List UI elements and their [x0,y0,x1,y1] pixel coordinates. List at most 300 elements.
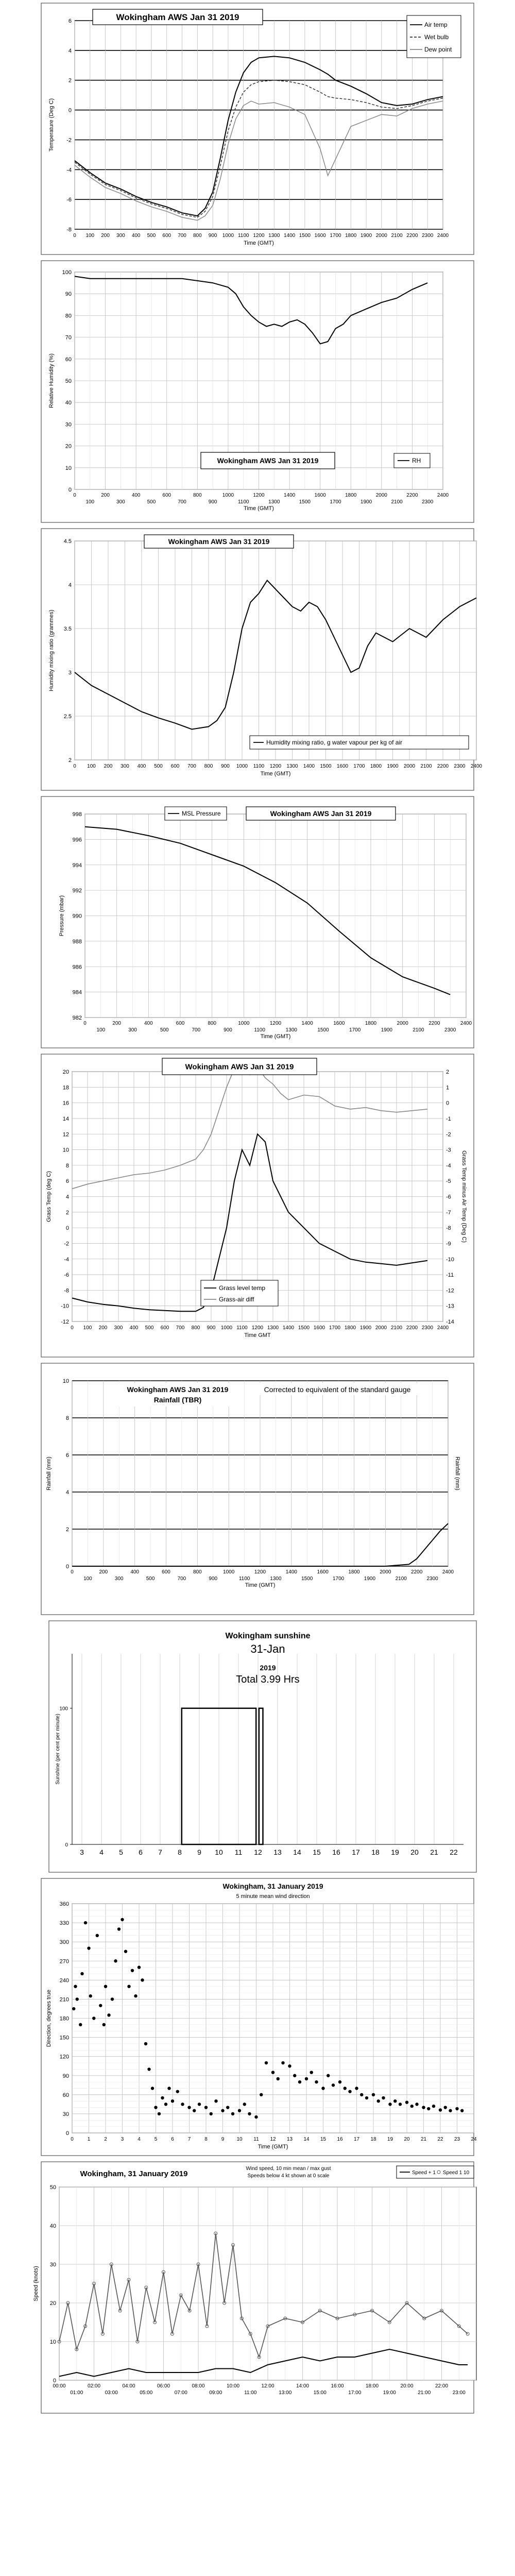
x-tick-label: 1600 [317,1569,329,1575]
y2-tick-label: -2 [446,1131,451,1138]
x-tick-label: 1500 [299,499,311,505]
y-tick-label: 10 [49,2339,56,2345]
y-tick-label: 6 [68,18,72,24]
x-tick-label: 08:00 [192,2383,205,2389]
y-tick-label: 20 [62,1069,69,1075]
x-tick-label: 8 [178,1848,182,1856]
x-tick-label: 1100 [237,233,249,239]
chart-title: Wokingham AWS Jan 31 2019 [185,1062,294,1072]
x-tick-label: 900 [221,764,230,769]
y-tick-label: 270 [59,1958,69,1965]
wind-direction-point [193,2109,196,2112]
x-tick-label: 1600 [313,1325,325,1331]
grass-temperature-chart [0,1051,515,1360]
x-tick-label: 2100 [391,499,403,505]
x-tick-label: 100 [85,499,95,505]
y-tick-label: -8 [64,1287,69,1294]
y2-tick-label: -11 [446,1272,454,1279]
wind-direction-point [444,2106,447,2109]
wind-direction-point [104,1985,107,1988]
x-tick-label: 1900 [387,764,399,769]
y-tick-label: 0 [68,107,72,114]
y2-tick-label: -8 [446,1225,451,1232]
x-tick-label: 700 [178,499,186,505]
x-tick-label: 500 [146,1576,155,1582]
wind-direction-point [164,2103,167,2106]
wind-direction-point [388,2103,391,2106]
x-tick-label: 22:00 [435,2383,449,2389]
wind-direction-point [238,2109,241,2112]
x-tick-label: 16:00 [331,2383,344,2389]
x-tick-label: 2 [104,2137,107,2142]
legend-label: Wet bulb [424,33,449,41]
x-tick-label: 2300 [421,1325,434,1331]
x-tick-label: 15:00 [313,2390,327,2396]
x-tick-label: 21 [420,2137,427,2142]
y2-axis-label: Grass Temp minus Air Temp (Deg C) [461,1150,467,1243]
wind-direction-point [96,1934,99,1937]
wind-direction-chart-panel [0,1875,515,2159]
x-tick-label: 1000 [220,1325,233,1331]
wind-direction-point [124,1950,127,1953]
x-tick-label: 200 [112,1021,122,1026]
x-tick-label: 10:00 [226,2383,240,2389]
y-axis-label: Relative Humidity (%) [48,353,55,408]
x-tick-label: 18:00 [365,2383,379,2389]
wind-direction-point [327,2074,330,2077]
x-tick-label: 800 [208,1021,217,1026]
chart-title: Wokingham, 31 January 2019 [222,1882,323,1890]
wind-direction-point [92,2016,95,2020]
x-tick-label: 1300 [285,1027,297,1033]
x-tick-label: 2400 [470,764,483,769]
x-tick-label: 500 [154,764,163,769]
x-tick-label: 11 [234,1848,243,1856]
wind-direction-point [171,2099,174,2103]
chart-title: Wokingham AWS Jan 31 2019 [270,809,372,818]
wind-direction-point [138,1965,141,1969]
y-tick-label: 996 [72,837,82,843]
y-axis-label: Speed (knots) [33,2266,39,2301]
x-tick-label: 300 [114,1325,123,1331]
wind-direction-chart [0,1875,515,2159]
y2-tick-label: -14 [446,1319,454,1325]
y-tick-label: -4 [66,167,72,174]
x-axis-label: Time (GMT) [244,240,274,246]
wind-direction-point [214,2099,217,2103]
x-axis-label: Time (GMT) [258,2144,288,2150]
x-tick-label: 23 [454,2137,460,2142]
wind-direction-point [449,2109,452,2112]
x-tick-label: 1400 [301,1021,313,1026]
y-tick-label: 12 [62,1131,69,1138]
x-tick-label: 400 [129,1325,139,1331]
x-tick-label: 1900 [360,499,372,505]
x-tick-label: 1300 [286,764,298,769]
x-tick-label: 19 [391,1848,399,1856]
y-tick-label: 60 [65,356,72,363]
wind-speed-chart [0,2159,515,2416]
x-tick-label: 100 [83,1325,92,1331]
x-tick-label: 01:00 [70,2390,83,2396]
x-tick-label: 1200 [254,1569,266,1575]
y-tick-label: 994 [72,862,82,869]
wind-direction-point [107,2013,110,2016]
y2-tick-label: -9 [446,1241,451,1247]
x-axis-label: Time (GMT) [244,505,274,512]
x-tick-label: 3 [121,2137,124,2142]
x-tick-label: 1700 [332,1576,345,1582]
x-tick-label: 800 [193,1569,202,1575]
wind-direction-point [422,2106,425,2109]
x-axis-label: Time (GMT) [260,1033,291,1040]
x-tick-label: 200 [101,233,110,239]
y-tick-label: -6 [66,197,72,204]
x-tick-label: 19:00 [383,2390,396,2396]
y-tick-label: 70 [65,334,72,341]
y-tick-label: 20 [65,443,72,450]
x-tick-label: 20 [410,1848,419,1856]
x-tick-label: 1300 [267,1325,279,1331]
x-tick-label: 300 [116,233,125,239]
x-tick-label: 2200 [437,764,449,769]
wind-direction-point [80,1972,83,1975]
x-tick-label: 9 [221,2137,225,2142]
y-tick-label: 2 [68,757,72,764]
x-tick-label: 1000 [222,233,234,239]
relative-humidity-chart [0,258,515,526]
wind-direction-point [365,2096,368,2099]
y-tick-label: 4 [65,1489,69,1496]
y2-tick-label: -3 [446,1147,451,1154]
y-tick-label: -6 [64,1272,69,1279]
x-tick-label: 2200 [406,1325,418,1331]
wind-direction-point [231,2112,234,2115]
x-tick-label: 2000 [397,1021,408,1026]
wind-direction-point [310,2071,313,2074]
x-tick-label: 12 [270,2137,276,2142]
wind-direction-point [72,2007,75,2010]
x-tick-label: 14 [303,2137,310,2142]
y-tick-label: 2 [65,1527,69,1533]
x-tick-label: 15 [313,1848,321,1856]
x-tick-label: 1600 [336,764,349,769]
x-tick-label: 2100 [390,1325,403,1331]
x-tick-label: 22 [450,1848,458,1856]
wind-direction-point [288,2064,291,2067]
sunshine-chart [0,1618,515,1875]
x-tick-label: 2000 [380,1569,391,1575]
x-tick-label: 1800 [370,764,382,769]
x-tick-label: 700 [176,1325,185,1331]
x-tick-label: 2300 [422,499,434,505]
x-tick-label: 1800 [365,1021,377,1026]
x-tick-label: 1400 [285,1569,297,1575]
chart-year: 2019 [260,1664,276,1672]
wind-direction-point [210,2112,213,2115]
wind-direction-point [226,2106,229,2109]
x-tick-label: 1200 [251,1325,264,1331]
x-tick-label: 1100 [238,1576,250,1582]
x-tick-label: 3 [80,1848,84,1856]
wind-direction-point [415,2103,418,2106]
y-axis-label: Humidity mixing ratio (grammes) [48,609,55,691]
y-tick-label: 3.5 [63,626,72,632]
wind-direction-point [74,1985,77,1988]
y-tick-label: 6 [65,1452,69,1459]
x-tick-label: 2000 [375,233,387,239]
y-tick-label: 20 [49,2300,56,2307]
wind-direction-point [176,2090,179,2093]
x-tick-label: 12 [254,1848,262,1856]
x-tick-label: 700 [192,1027,201,1033]
humidity-chart-panel [0,258,515,526]
y-tick-label: 150 [59,2035,69,2041]
x-tick-label: 0 [71,2137,74,2142]
x-tick-label: 1000 [236,764,248,769]
rainfall-chart [0,1360,515,1618]
x-tick-label: 2400 [442,1569,454,1575]
x-tick-label: 1500 [317,1027,329,1033]
mixing-ratio-chart [0,526,515,793]
x-tick-label: 400 [144,1021,153,1026]
wind-direction-point [76,1997,79,2001]
x-tick-label: 100 [83,1576,92,1582]
x-tick-label: 1800 [348,1569,360,1575]
wind-direction-point [410,2105,414,2108]
wind-direction-point [321,2087,324,2090]
mixing-ratio-chart-panel [0,526,515,793]
x-axis-label: Time (GMT) [245,1582,276,1588]
wind-direction-point [372,2093,375,2096]
x-tick-label: 2000 [375,493,387,498]
y-tick-label: 2.5 [63,714,72,720]
x-tick-label: 900 [209,1576,218,1582]
x-tick-label: 10 [215,1848,223,1856]
wind-direction-point [348,2090,351,2093]
x-tick-label: 2200 [406,233,418,239]
x-tick-label: 15 [320,2137,327,2142]
chart-subtitle: 5 minute mean wind direction [236,1893,310,1900]
y-tick-label: 50 [49,2184,56,2191]
wind-direction-point [281,2061,284,2064]
x-tick-label: 1700 [329,1325,341,1331]
wind-direction-point [221,2109,224,2112]
x-tick-label: 0 [73,233,76,239]
y-tick-label: 16 [62,1100,69,1107]
sunshine-chart-panel [0,1618,515,1875]
x-tick-label: 16 [332,1848,340,1856]
y2-tick-label: 0 [446,1100,450,1107]
x-tick-label: 17:00 [348,2390,362,2396]
y-axis-label: Temperature (Deg C) [48,98,55,152]
chart-subtitle-2: Speeds below 4 kt shown at 0 scale [247,2173,330,2179]
x-tick-label: 20:00 [400,2383,414,2389]
wind-direction-point [455,2107,458,2110]
x-tick-label: 1200 [269,764,282,769]
y-tick-label: 0 [65,2130,69,2137]
x-tick-label: 2200 [428,1021,440,1026]
x-tick-label: 2200 [406,493,418,498]
y-tick-label: 988 [72,938,82,945]
pressure-chart-panel [0,793,515,1051]
x-tick-label: 7 [187,2137,191,2142]
x-tick-label: 2000 [375,1325,387,1331]
wind-direction-point [399,2103,402,2106]
wind-direction-point [117,1927,121,1930]
x-tick-label: 14:00 [296,2383,310,2389]
wind-direction-point [432,2105,435,2108]
x-tick-label: 0 [73,764,76,769]
x-tick-label: 400 [130,1569,140,1575]
x-tick-label: 500 [145,1325,154,1331]
x-tick-label: 13:00 [279,2390,292,2396]
x-tick-label: 600 [176,1021,185,1026]
x-tick-label: 1700 [330,233,341,239]
chart-total: Total 3.99 Hrs [236,1674,300,1685]
y-tick-label: 4 [65,1194,69,1200]
x-tick-label: 400 [131,493,141,498]
temperature-chart [0,0,515,258]
x-tick-label: 9 [197,1848,201,1856]
legend-label: Speed + 1 [412,2170,436,2176]
x-tick-label: 2000 [403,764,416,769]
y-tick-label: 984 [72,989,82,996]
x-tick-label: 1400 [303,764,315,769]
pressure-chart [0,793,515,1051]
x-tick-label: 300 [128,1027,137,1033]
x-tick-label: 23:00 [452,2390,466,2396]
y-tick-label: -10 [61,1303,69,1310]
x-tick-label: 21:00 [418,2390,431,2396]
wind-direction-point [293,2074,296,2077]
x-tick-label: 1100 [236,1325,248,1331]
wind-direction-point [151,2087,154,2090]
chart-title: Wokingham AWS Jan 31 2019 [217,456,319,465]
wind-direction-point [154,2106,157,2109]
x-tick-label: 0 [71,1325,74,1331]
wind-direction-point [332,2083,335,2087]
x-tick-label: 1500 [320,764,332,769]
y-tick-label: -8 [66,227,72,233]
x-tick-label: 4 [99,1848,104,1856]
x-tick-label: 600 [170,764,180,769]
wind-direction-point [134,1994,137,1997]
x-tick-label: 1300 [270,1576,282,1582]
y2-tick-label: -7 [446,1209,451,1216]
x-tick-label: 8 [204,2137,208,2142]
x-tick-label: 1200 [253,493,265,498]
wind-direction-point [79,2023,82,2026]
x-tick-label: 1700 [349,1027,361,1033]
x-tick-label: 400 [137,764,146,769]
wind-direction-point [144,2042,147,2045]
x-tick-label: 20 [404,2137,410,2142]
x-tick-label: 2400 [437,233,449,239]
x-tick-label: 2400 [437,1325,449,1331]
wind-direction-point [111,1997,114,2001]
y-tick-label: 10 [65,465,72,471]
y-tick-label: 4 [68,582,72,588]
x-tick-label: 700 [178,233,186,239]
wind-direction-point [131,1969,134,1972]
wind-direction-point [147,2067,150,2071]
x-tick-label: 1200 [253,233,265,239]
x-tick-label: 1 [87,2137,91,2142]
x-tick-label: 1300 [268,499,280,505]
y2-tick-label: -1 [446,1115,451,1122]
x-tick-label: 05:00 [140,2390,153,2396]
x-tick-label: 21 [430,1848,438,1856]
wind-direction-point [121,1918,124,1921]
y-tick-label: 90 [62,2073,69,2079]
x-tick-label: 06:00 [157,2383,170,2389]
wind-direction-point [89,1994,92,1997]
x-tick-label: 1100 [254,1027,265,1033]
wind-direction-point [141,1978,144,1981]
y-tick-label: 120 [59,2054,69,2060]
x-tick-label: 400 [131,233,141,239]
y-tick-label: -2 [66,137,72,144]
x-tick-label: 900 [208,233,217,239]
wind-direction-point [198,2103,201,2106]
y-tick-label: 80 [65,313,72,319]
y-tick-label: 10 [62,1147,69,1154]
x-tick-label: 4 [138,2137,141,2142]
y-tick-label: 40 [49,2223,56,2229]
y-tick-label: 4.5 [63,538,72,545]
y-axis-label: Sunshine (per cent per minute) [55,1714,61,1785]
x-tick-label: 2400 [460,1021,472,1026]
x-tick-label: 2300 [426,1576,438,1582]
wind-direction-point [127,1985,130,1988]
x-tick-label: 100 [85,233,95,239]
x-tick-label: 1900 [359,1325,372,1331]
chart-note: Corrected to equivalent of the standard gauge [264,1385,411,1394]
wind-direction-point [254,2115,258,2119]
chart-title: Wokingham AWS Jan 31 2019 [127,1385,229,1394]
chart-title: Wokingham sunshine [225,1632,311,1640]
y-tick-label: 40 [65,400,72,406]
x-tick-label: 1000 [222,493,234,498]
x-tick-label: 700 [187,764,196,769]
x-tick-label: 200 [104,764,113,769]
x-tick-label: 1000 [223,1569,235,1575]
wind-direction-point [460,2109,464,2112]
y-tick-label: 982 [72,1015,82,1021]
wind-direction-point [439,2108,442,2111]
y2-tick-label: -6 [446,1194,451,1200]
legend-label: Humidity mixing ratio, g water vapour per kg of air [266,739,403,746]
legend-label: Speed 1 10 [443,2170,470,2176]
x-tick-label: 600 [162,233,171,239]
y-tick-label: 986 [72,964,82,971]
chart-title: Wokingham AWS Jan 31 2019 [168,537,270,546]
x-tick-label: 0 [73,493,76,498]
x-tick-label: 600 [162,1569,170,1575]
y-tick-label: 992 [72,888,82,894]
x-tick-label: 500 [147,499,156,505]
grass-temp-chart-panel [0,1051,515,1360]
y2-tick-label: -10 [446,1256,454,1263]
chart-subtitle: Wind speed, 10 min mean / max gust [246,2166,331,2172]
wind-direction-point [114,1959,117,1962]
x-tick-label: 1100 [253,764,265,769]
x-tick-label: 0 [83,1021,87,1026]
x-tick-label: 02:00 [87,2383,101,2389]
wind-direction-point [271,2071,274,2074]
x-tick-label: 800 [204,764,213,769]
